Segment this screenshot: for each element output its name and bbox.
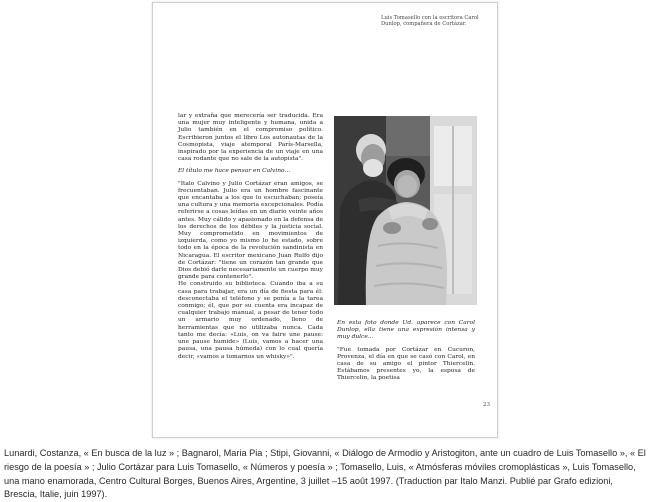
interview-question: En esta foto donde Ud. aparece con Carol Dunlop, ella tiene una expresión intensa y muy dulce... bbox=[337, 320, 475, 341]
source-caption: Lunardi, Costanza, « En busca de la luz » ; Bagnarol, Maria Pia ; Stipi, Giovanni, « Diálogo de Armodio y Aristogiton, ante un cuadro de Luis Tomasello », « El riesgo de la poesía » ; Julio Cortázar para Luis Tomasello, « Números y poesía » ; Tomasello, Luis, « Atmósferas móviles cromoplásticas », Luis Tomasello, una mano enamorada, Centro Cultural Borges, Buenos Aires, Argentine, 3 juillet –15 août 1997. (Traduction par Italo Manzi. Publié par Grafo edizioni, Brescia, Italie, juin 1997). bbox=[4, 448, 646, 500]
photo-image bbox=[334, 116, 477, 305]
paragraph: He construido su biblioteca. Cuando iba a su casa para trabajar, era un día de fiesta para él: desconectaba el teléfono y se ponía a la tarea conmigo; él, que por su cuenta era incapaz de cualquier trabajo manual, a pesar de tener todo un armario muy ordenado, lleno de herramientas que no utilizaba nunca. Cada tanto me decía: «Luis, on va faire une pause: une pause humide» (Luis, vamos a hacer una pausa, una pausa húmeda) con lo cual quería decir, «vamos a tomarnos un whisky»". bbox=[178, 281, 323, 360]
photo-caption: Luis Tomasello con la escritora Carol Dunlop, compañera de Cortázar. bbox=[381, 15, 479, 28]
left-text-column bbox=[178, 113, 323, 361]
paragraph: lar y extraña que merecería ser traducida. Era una mujer muy inteligente y humana, unida a Julio también en el compromiso político. Escribieron juntos el libro Los autonautas de la Cosmopista, viaje atemporal París-Marsella, inspirado por la experiencia de un viaje en una casa rodante que no sale de la autopista". bbox=[178, 113, 323, 163]
paragraph: "Italo Calvino y Julio Cortázar eran amigos, se frecuentaban. Julio era un hombre fascinante que encantaba a los que lo escuchaban; poseía una cultura y una memoria excepcionales. Podía referirse a cosas leídas en un diario veinte años antes. Muy cálido y apasionado en la defensa de los derechos de los débiles y la justicia social. Muy comprometido en movimientos de izquierda, como yo mismo lo he estado, sobre todo en la época de la revolución sandinista en Nicaragua. El escritor mexicano Juan Rulfo dijo de Cortázar: "tiene un corazón tan grande que Dios debió darle necesariamente un cuerpo muy grande para contenerlo". bbox=[178, 180, 323, 281]
portrait-photo bbox=[334, 116, 477, 305]
interview-question: El título me hace pensar en Calvino... bbox=[178, 168, 291, 175]
page-number: 23 bbox=[483, 402, 490, 408]
right-text-column bbox=[337, 320, 475, 383]
paragraph: "Fue tomada por Cortázar en Cucuron, Provenza, el día en que se casó con Carol, en casa de su amigo el pintor Thiercelin. Estábamos presentes yo, la esposa de Thiercelin, la poetisa bbox=[337, 346, 475, 382]
magazine-page bbox=[152, 2, 498, 438]
